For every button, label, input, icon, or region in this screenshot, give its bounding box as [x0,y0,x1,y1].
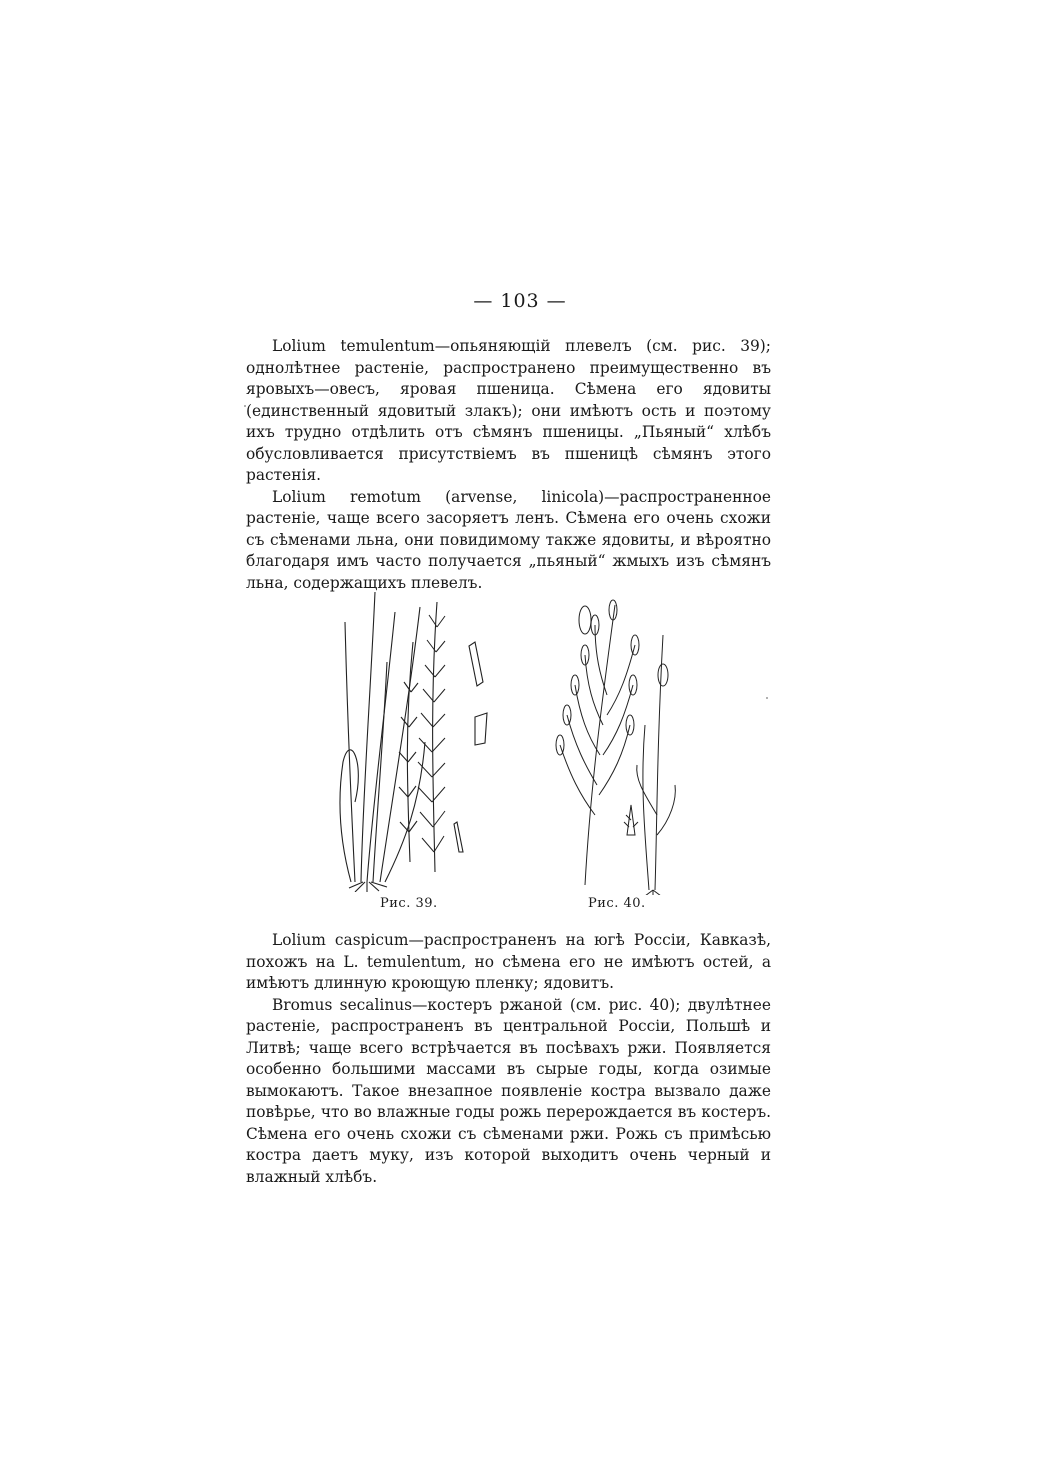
print-speck [766,697,768,699]
print-speck [244,405,246,407]
figure-40-caption: Рис. 40. [588,896,646,911]
text-block-top [246,336,771,594]
bromus-plant-illustration-icon [545,595,695,895]
lolium-plant-illustration-icon [325,582,515,892]
page-number: — 103 — [473,290,567,312]
paragraph-lolium-caspicum: Lolium caspicum—распространенъ на югѣ Россіи, Кавказѣ, похожъ на L. temulentum, но сѣмена его не имѣютъ остей, а имѣютъ длинную кроющую пленку; ядовитъ. [246,931,771,992]
paragraph-bromus-secalinus: Bromus secalinus—костеръ ржаной (см. рис. 40); двулѣтнее растеніе, распространенъ въ центральной Россіи, Польшѣ и Литвѣ; чаще всего встрѣчается въ посѣвахъ ржи. Появляется особенно большими массами въ сырые годы, когда озимые вымокаютъ. Такое внезапное появленіе костра вызвало даже повѣрье, что во влажные годы рожь перерождается въ костеръ. Сѣмена его очень схожи съ сѣменами ржи. Рожь съ примѣсью костра даетъ муку, изъ которой выходитъ очень черный и влажный хлѣбъ. [246,995,771,1186]
figure-39-caption: Рис. 39. [380,896,438,911]
paragraph-lolium-remotum: Lolium remotum (arvense, linicola)—распространенное растеніе, чаще всего засоряетъ ленъ. Сѣмена его очень схожи съ сѣменами льна, они повидимому также ядовиты, и вѣроятно благодаря имъ часто получается „пьяный“ жмыхъ изъ сѣмянъ льна, содержащихъ плевелъ. [246,487,771,592]
paragraph-lolium-temulentum: Lolium temulentum—опьяняющій плевелъ (см. рис. 39); однолѣтнее растеніе, распространено преимущественно въ яровыхъ—овесъ, яровая пшеница. Сѣмена его ядовиты (единственный ядовитый злакъ); они имѣютъ ость и поэтому ихъ трудно отдѣлить отъ сѣмянъ пшеницы. „Пьяный“ хлѣбъ обусловливается присутствіемъ въ пшеницѣ сѣмянъ этого растенія. [246,337,771,484]
text-block-bottom [246,930,771,1188]
